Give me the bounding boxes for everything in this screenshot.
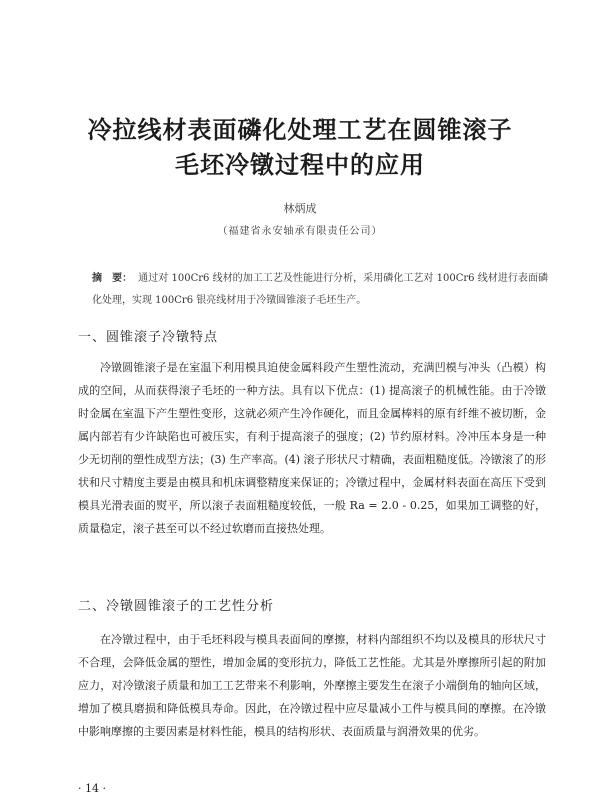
page-number: · 14 ·	[78, 782, 106, 795]
paper-title-line-2: 毛坯冷镦过程中的应用	[175, 151, 425, 179]
abstract-text: 通过对 100Cr6 线材的加工工艺及性能进行分析，采用磷化工艺对 100Cr6 线材进行表面磷化处理，实现 100Cr6 银亮线材用于冷镦圆锥滚子毛坯生产。	[92, 273, 548, 306]
abstract-label: 摘 要：	[92, 273, 133, 284]
section-2-paragraph: 在冷镦过程中，由于毛坯料段与模具表面间的摩擦，材料内部组织不均以及模具的形状尺寸不合理，会降低金属的塑性，增加金属的变形抗力，降低工艺性能。尤其是外摩擦所引起的附加应力，对冷镦滚子质量和加工工艺带来不利影响，外摩擦主要发生在滚子小端倒角的轴向区域，增加了模具磨损和降低模具寿命。因此，在冷镦过程中应尽量减小工件与模具间的摩擦。在冷镦中影响摩擦的主要因素是材料性能，模具的结构形状、表面质量与润滑效果的优劣。	[78, 633, 546, 738]
abstract	[92, 268, 548, 312]
author-affiliation: （福建省永安轴承有限责任公司）	[217, 226, 383, 237]
section-2-heading: 二、冷镦圆锥滚子的工艺性分析	[78, 599, 275, 614]
section-1-paragraph: 冷镦圆锥滚子是在室温下利用模具迫使金属料段产生塑性流动，充满凹模与冲头（凸模）构成的空间，从而获得滚子毛坯的一种方法。具有以下优点：(1) 提高滚子的机械性能。由于冷镦时金属在室温下产生塑性变形，这就必须产生冷作硬化，而且金属棒料的原有纤维不被切断，金属内部若有少许缺陷也可被压实，有利于提高滚子的强度；(2) 节约原材料。冷冲压本身是一种少无切削的塑性成型方法；(3) 生产率高。(4) 滚子形状尺寸精确，表面粗糙度低。冷镦滚了的形状和尺寸精度主要是由模具和机床调整精度来保证的；冷镦过程中，金属材料表面在高压下受到模具光滑表面的熨平，所以滚子表面粗糙度较低，一般 Ra = 2.0 - 0.25，如果加工调整的好，质量稳定，滚子甚至可以不经过软磨而直接热处理。	[78, 361, 546, 535]
paper-title-line-1: 冷拉线材表面磷化处理工艺在圆锥滚子	[87, 116, 513, 144]
author-name: 林炳成	[283, 202, 317, 215]
section-1-heading: 一、圆锥滚子冷镦特点	[78, 330, 219, 345]
